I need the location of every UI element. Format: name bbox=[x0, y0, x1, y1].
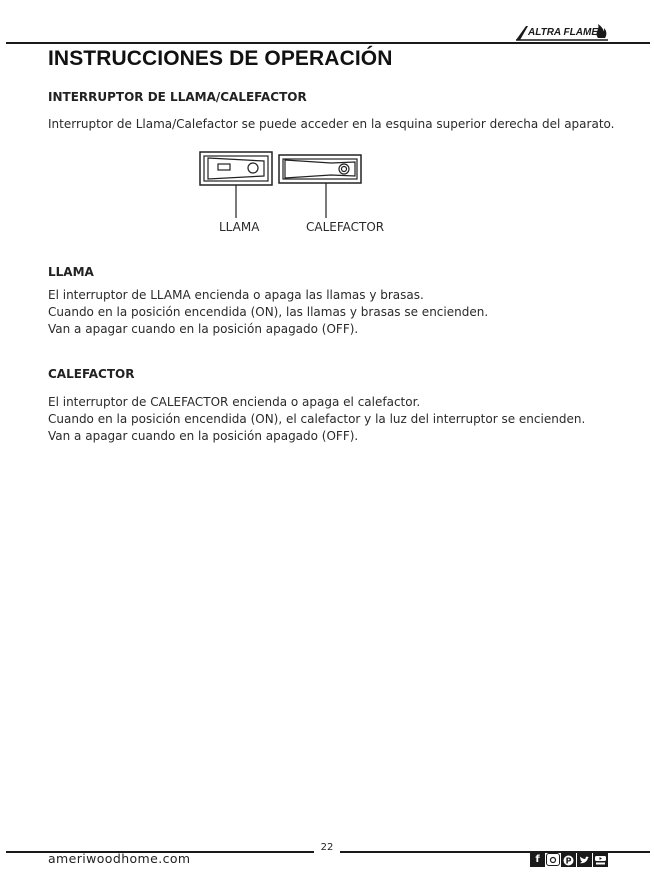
switch-text: Interruptor de Llama/Calefactor se puede acceder en la esquina superior derecha del aparato. bbox=[48, 117, 615, 131]
heater-label: CALEFACTOR bbox=[306, 220, 385, 234]
heater-line: El interruptor de CALEFACTOR encienda o apaga el calefactor. bbox=[48, 395, 421, 409]
heater-line: Cuando en la posición encendida (ON), el calefactor y la luz del interruptor se encienden. bbox=[48, 412, 586, 426]
flame-text bbox=[48, 287, 488, 338]
pinterest-icon[interactable] bbox=[561, 853, 576, 867]
heater-text bbox=[48, 394, 585, 445]
flame-switch-icon bbox=[200, 152, 272, 218]
page-number: 22 bbox=[320, 842, 334, 853]
website-link[interactable]: ameriwoodhome.com bbox=[48, 851, 191, 866]
instagram-icon[interactable] bbox=[546, 853, 560, 866]
flame-label: LLAMA bbox=[219, 220, 260, 234]
brand-logo bbox=[514, 22, 610, 42]
twitter-icon[interactable] bbox=[577, 853, 592, 867]
switch-heading: INTERRUPTOR DE LLAMA/CALEFACTOR bbox=[48, 90, 307, 104]
facebook-icon[interactable]: f bbox=[530, 853, 545, 867]
svg-text:P: P bbox=[565, 856, 572, 865]
page-title: INSTRUCCIONES DE OPERACIÓN bbox=[48, 47, 393, 70]
brand-name: ALTRA FLAME bbox=[528, 27, 598, 38]
flame-line: Cuando en la posición encendida (ON), las llamas y brasas se encienden. bbox=[48, 305, 489, 319]
header-rule bbox=[6, 42, 650, 44]
switch-diagram bbox=[196, 148, 396, 240]
youtube-icon[interactable] bbox=[593, 853, 608, 867]
heater-line: Van a apagar cuando en la posición apagado (OFF). bbox=[48, 429, 359, 443]
heater-switch-icon bbox=[279, 155, 361, 218]
social-icons bbox=[530, 853, 608, 867]
flame-line: El interruptor de LLAMA encienda o apaga las llamas y brasas. bbox=[48, 288, 424, 302]
heater-heading: CALEFACTOR bbox=[48, 367, 135, 381]
flame-line: Van a apagar cuando en la posición apagado (OFF). bbox=[48, 322, 359, 336]
flame-heading: LLAMA bbox=[48, 265, 94, 279]
